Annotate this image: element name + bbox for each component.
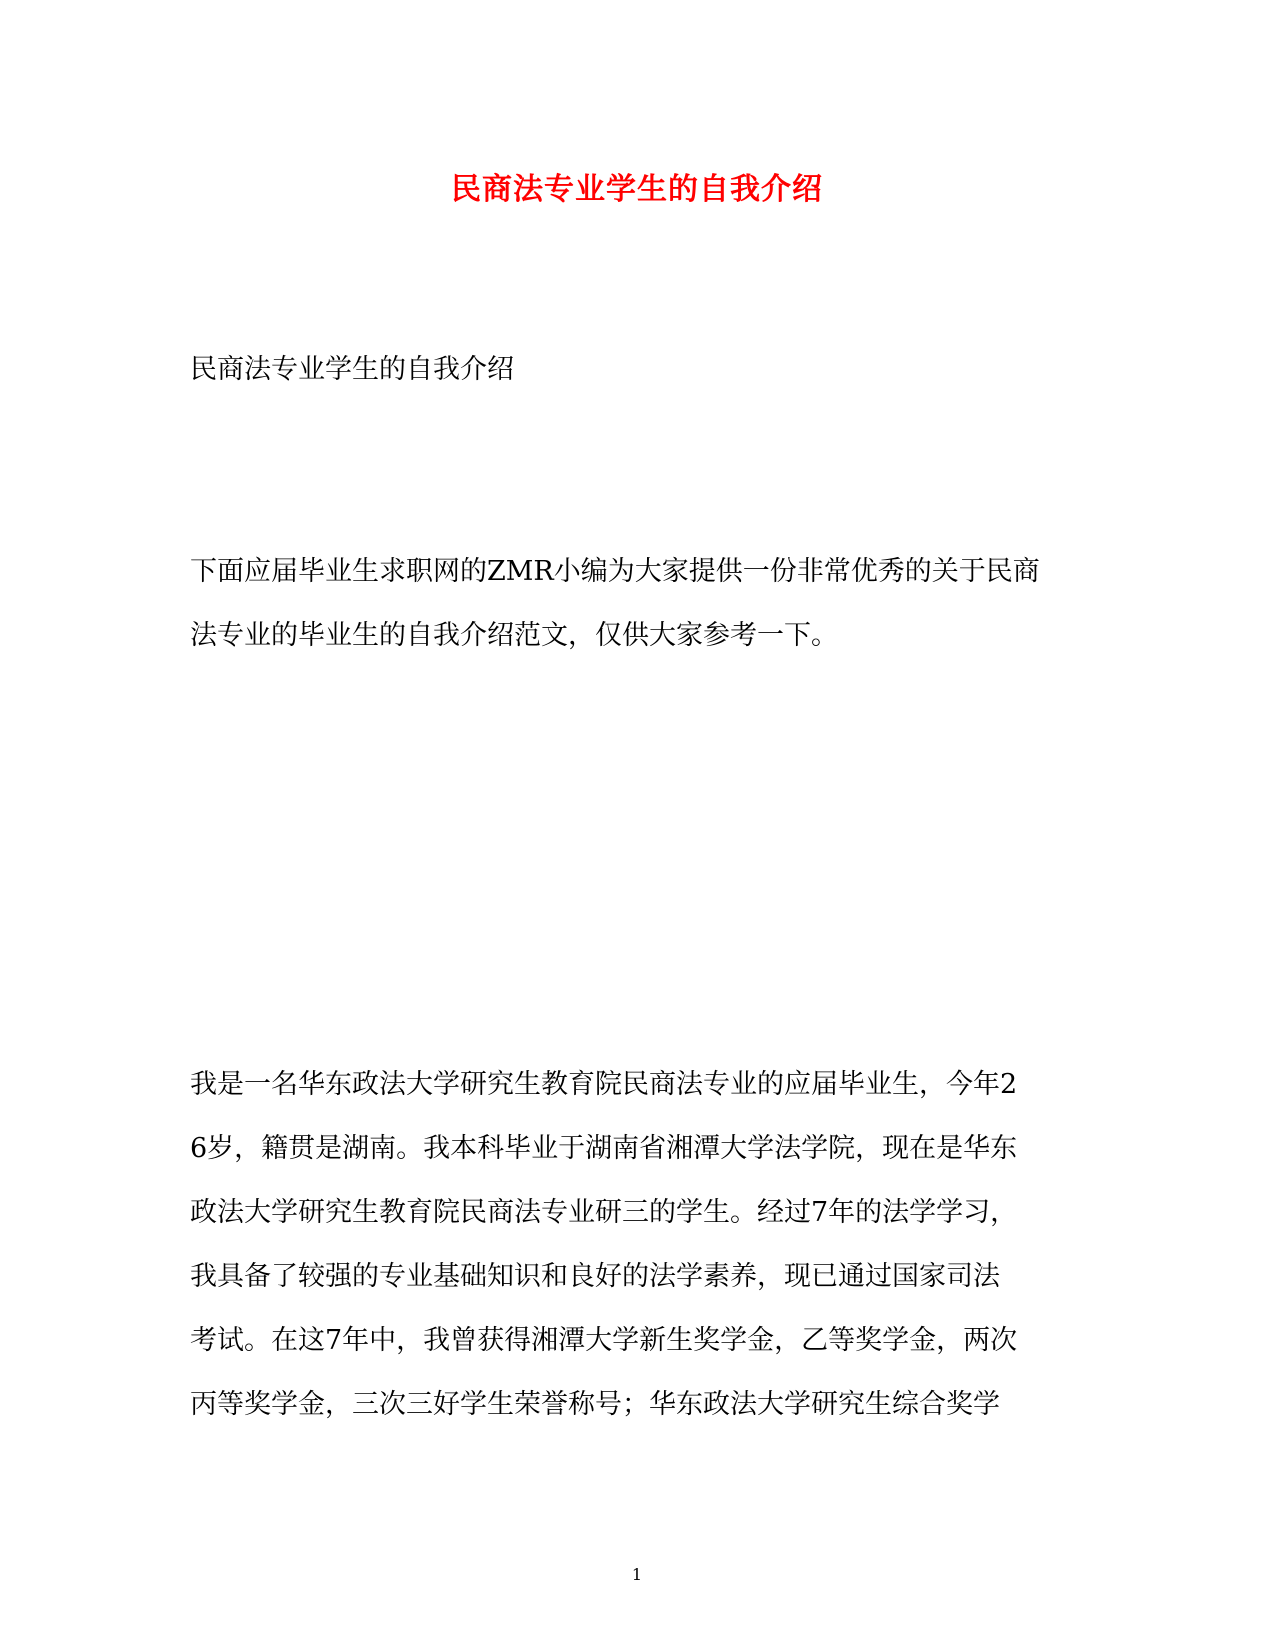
document-subtitle: 民商法专业学生的自我介绍 [190, 354, 514, 385]
intro-paragraph [190, 540, 1080, 668]
body-line: 考试。在这7年中，我曾获得湘潭大学新生奖学金，乙等奖学金，两次 [190, 1325, 1018, 1356]
body-line: 6岁，籍贯是湖南。我本科毕业于湖南省湘潭大学法学院，现在是华东 [190, 1133, 1018, 1164]
intro-line: 下面应届毕业生求职网的ZMR小编为大家提供一份非常优秀的关于民商 [190, 556, 1040, 587]
body-line: 政法大学研究生教育院民商法专业研三的学生。经过7年的法学学习， [190, 1197, 1018, 1228]
document-title: 民商法专业学生的自我介绍 [451, 172, 823, 207]
body-paragraph [190, 1053, 1080, 1437]
intro-line: 法专业的毕业生的自我介绍范文，仅供大家参考一下。 [190, 620, 838, 651]
page-number: 1 [631, 1565, 643, 1584]
body-line: 丙等奖学金，三次三好学生荣誉称号；华东政法大学研究生综合奖学 [190, 1389, 1000, 1420]
body-line: 我具备了较强的专业基础知识和良好的法学素养，现已通过国家司法 [190, 1261, 1000, 1292]
body-line: 我是一名华东政法大学研究生教育院民商法专业的应届毕业生，今年2 [190, 1069, 1018, 1100]
